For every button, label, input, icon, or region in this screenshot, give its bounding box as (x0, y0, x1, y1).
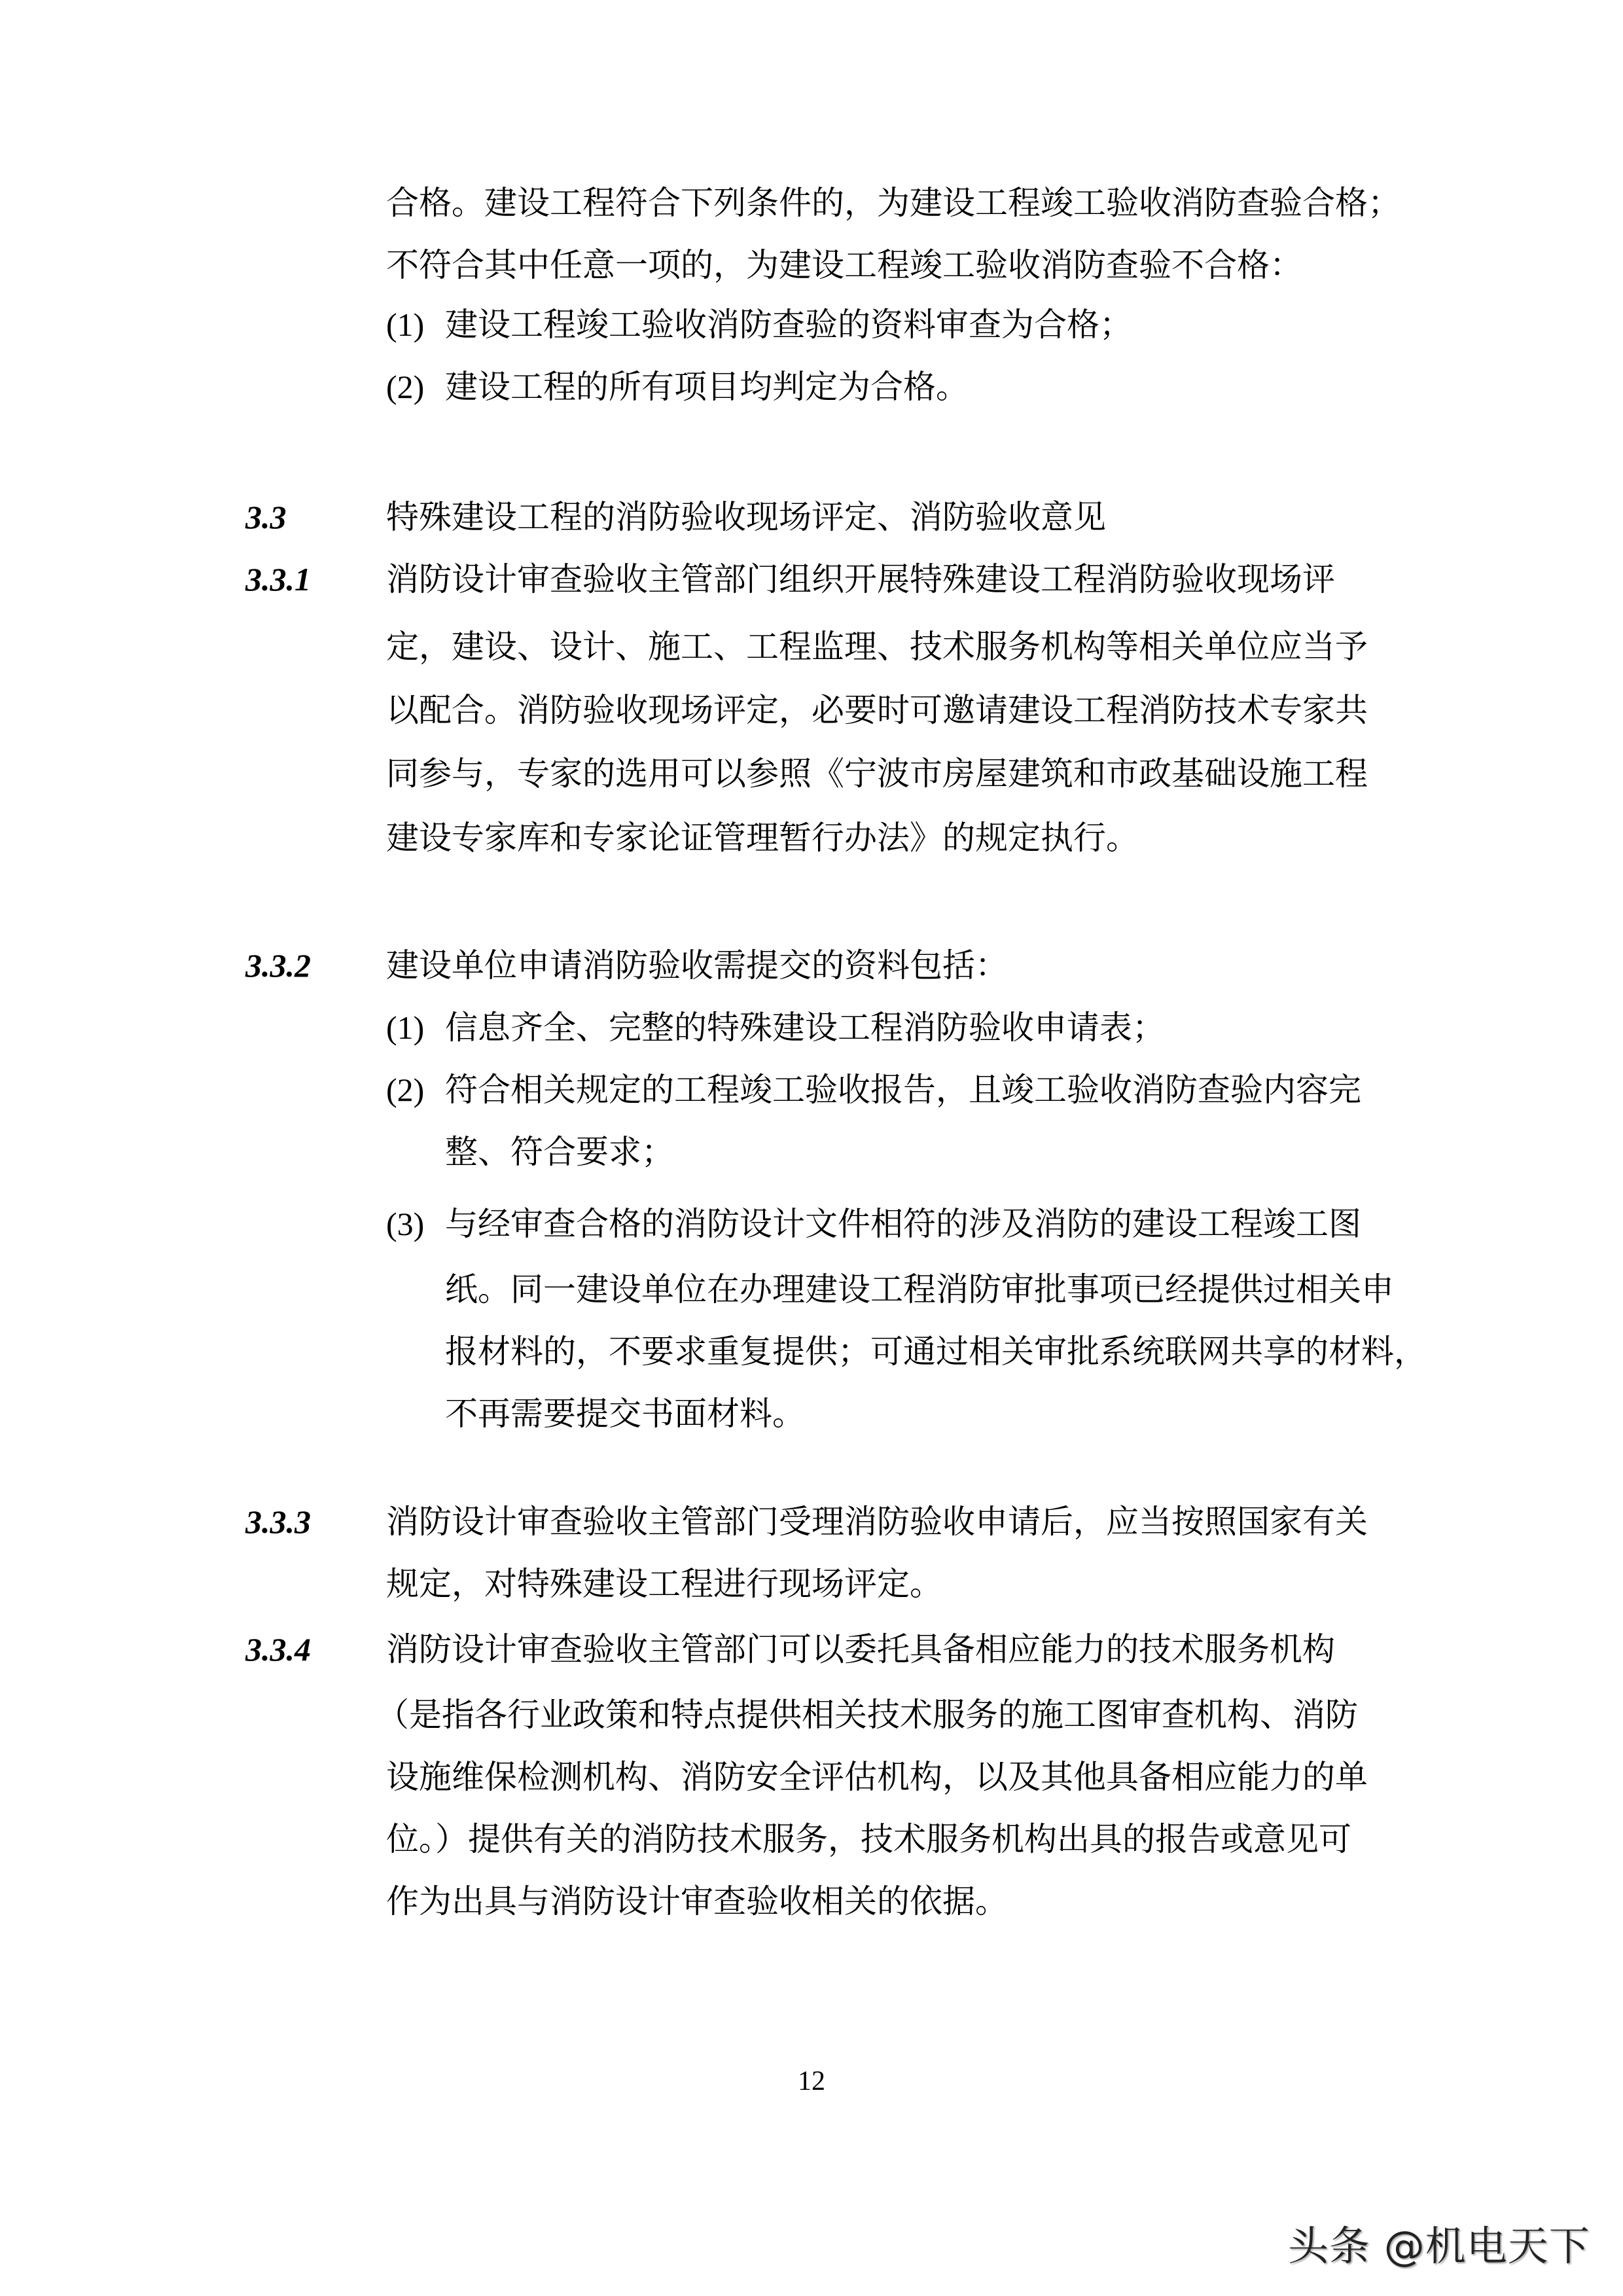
paragraph-line: 规定，对特殊建设工程进行现场评定。 (386, 1566, 942, 1602)
paragraph-line: （是指各行业政策和特点提供相关技术服务的施工图审查机构、消防 (376, 1696, 1358, 1733)
paragraph-line: 合格。建设工程符合下列条件的，为建设工程竣工验收消防查验合格； (386, 185, 1400, 221)
list-item: 建设工程竣工验收消防查验的资料审查为合格； (445, 306, 1132, 343)
section-number: 3.3 (245, 499, 287, 535)
paragraph-line: 以配合。消防验收现场评定，必要时可邀请建设工程消防技术专家共 (386, 692, 1368, 728)
paragraph-line: 作为出具与消防设计审查验收相关的依据。 (386, 1883, 1008, 1920)
paragraph-line: 建设单位申请消防验收需提交的资料包括： (386, 947, 1008, 984)
paragraph-line: 消防设计审查验收主管部门受理消防验收申请后，应当按照国家有关 (386, 1503, 1368, 1540)
list-item: 与经审查合格的消防设计文件相符的涉及消防的建设工程竣工图 (445, 1206, 1361, 1242)
list-item-continuation: 纸。同一建设单位在办理建设工程消防审批事项已经提供过相关申 (445, 1271, 1394, 1308)
list-item-continuation: 整、符合要求； (445, 1134, 674, 1170)
paragraph-line: 设施维保检测机构、消防安全评估机构，以及其他具备相应能力的单 (386, 1759, 1368, 1795)
watermark: 头条 @机电天下 (1288, 2222, 1590, 2270)
clause-number: 3.3.1 (245, 561, 311, 598)
list-item-continuation: 不再需要提交书面材料。 (445, 1395, 805, 1432)
list-marker: (1) (386, 306, 425, 343)
paragraph-line: 消防设计审查验收主管部门可以委托具备相应能力的技术服务机构 (386, 1631, 1335, 1668)
page-number: 12 (798, 2066, 825, 2096)
clause-number: 3.3.2 (245, 947, 311, 984)
paragraph-line: 同参与，专家的选用可以参照《宁波市房屋建筑和市政基础设施工程 (386, 755, 1368, 792)
list-item: 建设工程的所有项目均判定为合格。 (445, 368, 969, 405)
list-marker: (2) (386, 1071, 425, 1108)
list-item: 信息齐全、完整的特殊建设工程消防验收申请表； (445, 1009, 1165, 1046)
clause-number: 3.3.4 (245, 1631, 311, 1668)
clause-number: 3.3.3 (245, 1503, 311, 1540)
paragraph-line: 建设专家库和专家论证管理暂行办法》的规定执行。 (386, 819, 1139, 856)
paragraph-line: 定，建设、设计、施工、工程监理、技术服务机构等相关单位应当予 (386, 628, 1368, 665)
list-marker: (3) (386, 1206, 425, 1242)
list-marker: (1) (386, 1009, 425, 1046)
list-marker: (2) (386, 368, 425, 405)
paragraph-line: 位。）提供有关的消防技术服务，技术服务机构出具的报告或意见可 (386, 1821, 1351, 1857)
section-title: 特殊建设工程的消防验收现场评定、消防验收意见 (386, 499, 1106, 535)
list-item-continuation: 报材料的，不要求重复提供；可通过相关审批系统联网共享的材料， (445, 1333, 1427, 1370)
list-item: 符合相关规定的工程竣工验收报告，且竣工验收消防查验内容完 (445, 1071, 1361, 1108)
paragraph-line: 消防设计审查验收主管部门组织开展特殊建设工程消防验收现场评 (386, 561, 1335, 598)
paragraph-line: 不符合其中任意一项的，为建设工程竣工验收消防查验不合格： (386, 247, 1302, 283)
